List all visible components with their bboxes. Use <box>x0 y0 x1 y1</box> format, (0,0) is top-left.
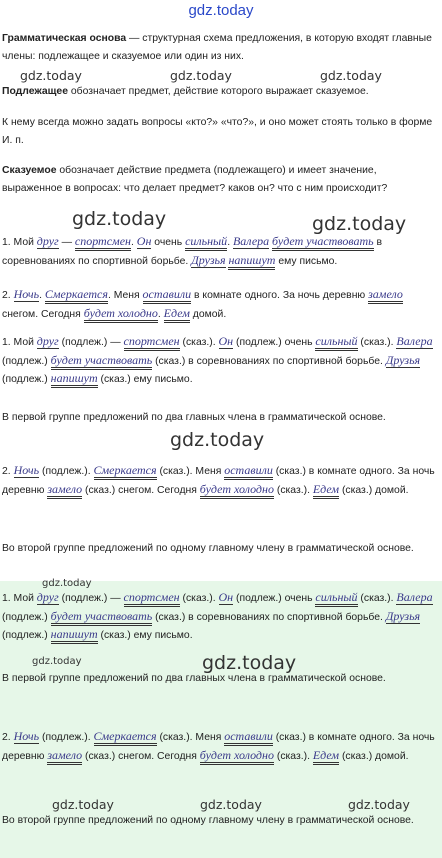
text: в комнате одного. За ночь деревню <box>2 466 435 496</box>
text: 1. Мой <box>2 337 37 348</box>
sentences-group-2 <box>2 286 438 323</box>
text: 1. Мой <box>2 593 37 604</box>
text: снегом. Сегодня <box>115 750 200 762</box>
conclusion-second-group: Во второй группе предложений по одному главному члену в грамматической основе. <box>2 543 414 554</box>
predicate-text: обозначает действие предмета (подлежащего) и имеет значение, выраженное в вопросах: что делает предмет? каков он? что с ним происходит? <box>2 165 388 194</box>
text: . Меня <box>189 732 225 743</box>
predicate-note: (сказ.) <box>156 466 190 477</box>
answer-conclusion-first-group: В первой группе предложений по два главных члена в грамматической основе. <box>2 673 386 684</box>
predicate-note: (сказ.) <box>272 466 306 477</box>
predicate-word: замело <box>368 287 403 304</box>
predicate-word: будет участвовать <box>272 234 374 251</box>
text: ему письмо. <box>130 374 193 386</box>
subject-word: Валера <box>396 590 433 604</box>
predicate-word: Едем <box>164 306 190 323</box>
predicate-word: Смеркается <box>94 729 157 746</box>
predicate-definition <box>2 162 438 197</box>
watermark: gdz.today <box>20 68 82 83</box>
sentences-group-1 <box>2 233 438 270</box>
subject-word: друг <box>36 234 59 248</box>
site-logo: gdz.today <box>188 2 254 19</box>
text: . <box>227 237 233 248</box>
predicate-word: оставили <box>224 729 273 746</box>
subject-word: Друзья <box>191 252 226 267</box>
predicate-note: (сказ.) <box>339 750 373 762</box>
predicate-note: (сказ.) <box>156 732 190 743</box>
subject-word: Друзья <box>385 608 421 623</box>
predicate-word: замело <box>47 482 82 499</box>
predicate-note: (сказ.) <box>273 484 308 496</box>
subject-note: (подлеж.) <box>2 374 48 386</box>
subject-word: друг <box>36 334 59 348</box>
watermark: gdz.today <box>312 213 407 235</box>
subject-word: Он <box>218 590 234 604</box>
predicate-word: оставили <box>143 287 192 304</box>
predicate-word: будет участвовать <box>51 609 153 626</box>
subject-note: (подлеж.) <box>2 630 48 642</box>
subject-word: друг <box>36 590 59 604</box>
subject-note: (подлеж.) <box>2 355 48 367</box>
predicate-note: (сказ.) <box>152 355 186 367</box>
watermark: gdz.today <box>320 68 382 83</box>
text: снегом. Сегодня <box>2 308 84 320</box>
subject-word: Друзья <box>385 352 421 367</box>
text: . <box>131 237 137 248</box>
predicate-word: Смеркается <box>45 287 108 304</box>
predicate-word: спортсмен <box>75 234 131 251</box>
subject-note: (подлеж.) <box>2 611 48 623</box>
text: 2. <box>2 290 14 301</box>
text: . <box>157 308 164 320</box>
watermark: gdz.today <box>202 652 297 674</box>
predicate-word: сильный <box>185 234 227 251</box>
watermark: gdz.today <box>52 797 114 812</box>
predicate-note: (сказ.) <box>152 611 186 623</box>
text: снегом. Сегодня <box>115 484 200 496</box>
predicate-word: замело <box>47 748 82 765</box>
grammar-basis-definition <box>2 30 438 65</box>
predicate-word: напишут <box>51 627 98 644</box>
answer-conclusion-second-group: Во второй группе предложений по одному главному члену в грамматической основе. <box>2 815 414 826</box>
text: в комнате одного. За ночь деревню <box>2 732 435 762</box>
subject-word: Ночь <box>13 729 40 743</box>
grammar-basis-text: — структурная схема предложения, в которую входят главные члены: подлежащее и сказуемое или один из них. <box>2 33 432 62</box>
text: . <box>390 593 397 604</box>
subject-note: (подлеж.) <box>58 337 108 348</box>
text: домой. <box>372 484 409 496</box>
text: . <box>39 290 45 301</box>
text: . <box>307 484 313 496</box>
watermark: gdz.today <box>200 797 262 812</box>
predicate-word: Смеркается <box>94 463 157 480</box>
text: очень <box>281 593 316 604</box>
text: — <box>107 337 124 348</box>
watermark: gdz.today <box>42 578 92 589</box>
predicate-note: (сказ.) <box>272 732 306 743</box>
text: 2. <box>2 732 14 743</box>
predicate-word: Едем <box>313 748 339 765</box>
subject-note: (подлеж.) <box>58 593 108 604</box>
predicate-word: будет холодно <box>200 482 274 499</box>
predicate-word: сильный <box>315 334 357 351</box>
subject-note: (подлеж.) <box>39 466 88 477</box>
predicate-note: (сказ.) <box>179 337 213 348</box>
predicate-word: будет холодно <box>84 306 158 323</box>
text: . <box>87 466 94 477</box>
text: очень <box>281 337 316 348</box>
text: . <box>390 337 397 348</box>
subject-term: Подлежащее <box>2 86 68 97</box>
text: домой. <box>372 750 409 762</box>
analysis-group-1 <box>2 333 438 389</box>
watermark: gdz.today <box>170 68 232 83</box>
text: . Меня <box>107 290 143 301</box>
text: в комнате одного. За ночь деревню <box>191 290 369 301</box>
predicate-word: спортсмен <box>124 334 180 351</box>
predicate-note: (сказ.) <box>97 630 131 642</box>
text: . <box>212 593 219 604</box>
text: в соревнованиях по спортивной борьбе. <box>2 237 383 267</box>
conclusion-first-group: В первой группе предложений по два главных члена в грамматической основе. <box>2 412 386 423</box>
text: — <box>58 237 75 248</box>
subject-word: Ночь <box>13 287 40 301</box>
predicate-note: (сказ.) <box>97 374 131 386</box>
watermark: gdz.today <box>170 429 265 451</box>
text: . <box>307 750 313 762</box>
text: 1. Мой <box>2 237 37 248</box>
predicate-note: (сказ.) <box>273 750 308 762</box>
text: домой. <box>189 308 227 320</box>
subject-word: Он <box>218 334 234 348</box>
predicate-word: будет участвовать <box>51 353 153 370</box>
predicate-word: напишут <box>51 371 98 388</box>
predicate-note: (сказ.) <box>82 750 116 762</box>
answer-analysis-group-1 <box>2 589 438 645</box>
watermark: gdz.today <box>348 797 410 812</box>
watermark: gdz.today <box>32 656 82 667</box>
subject-note: (подлеж.) <box>233 593 282 604</box>
analysis-group-2 <box>2 462 438 499</box>
text: 2. <box>2 466 14 477</box>
predicate-word: напишут <box>228 253 275 270</box>
predicate-term: Сказуемое <box>2 165 57 176</box>
text: — <box>107 593 124 604</box>
subject-note: (подлеж.) <box>233 337 282 348</box>
predicate-word: спортсмен <box>124 590 180 607</box>
text: в соревнованиях по спортивной борьбе. <box>185 611 386 623</box>
subject-questions: К нему всегда можно задать вопросы «кто?» «что?», и оно может стоять только в форме И. п. <box>2 117 433 146</box>
predicate-note: (сказ.) <box>179 593 213 604</box>
text: . <box>87 732 94 743</box>
subject-note: (подлеж.) <box>39 732 88 743</box>
predicate-note: (сказ.) <box>357 337 391 348</box>
predicate-word: сильный <box>315 590 357 607</box>
text: очень <box>151 237 186 248</box>
grammar-basis-term: Грамматическая основа <box>2 33 127 44</box>
predicate-note: (сказ.) <box>82 484 116 496</box>
text: ему письмо. <box>275 255 338 267</box>
watermark: gdz.today <box>72 208 167 230</box>
text: . Меня <box>189 466 225 477</box>
predicate-word: будет холодно <box>200 748 274 765</box>
text: в соревнованиях по спортивной борьбе. <box>185 355 386 367</box>
subject-word: Валера <box>396 334 433 348</box>
text: ему письмо. <box>130 630 193 642</box>
subject-word: Ночь <box>13 463 40 477</box>
predicate-note: (сказ.) <box>339 484 373 496</box>
subject-text: обозначает предмет, действие которого выражает сказуемое. <box>67 86 369 97</box>
predicate-word: оставили <box>224 463 273 480</box>
answer-analysis-group-2 <box>2 728 438 765</box>
predicate-note: (сказ.) <box>357 593 391 604</box>
subject-word: Валера <box>232 234 270 248</box>
subject-definition <box>2 83 438 101</box>
text: . <box>212 337 219 348</box>
subject-word: Он <box>136 234 152 248</box>
predicate-word: Едем <box>313 482 339 499</box>
